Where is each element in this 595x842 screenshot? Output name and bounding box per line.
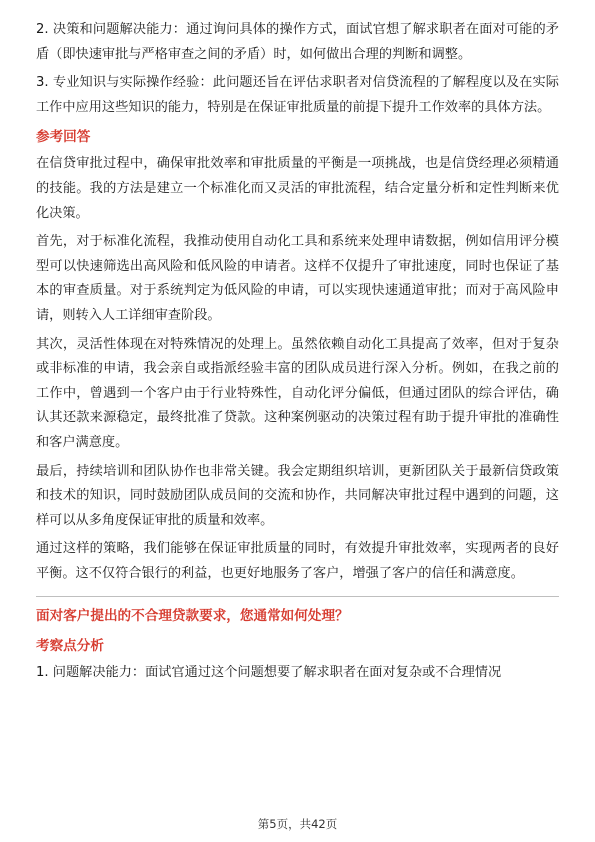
analysis-item-2: 2. 决策和问题解决能力：通过询问具体的操作方式，面试官想了解求职者在面对可能的矛盾（即快速审批与严格审查之间的矛盾）时，如何做出合理的判断和调整。 (36, 22, 559, 62)
answer-paragraph-intro: 在信贷审批过程中，确保审批效率和审批质量的平衡是一项挑战，也是信贷经理必须精通的技能。我的方法是建立一个标准化而又灵活的审批流程，结合定量分析和定性判断来优化决策。 (36, 156, 559, 221)
answer-paragraph-last: 最后，持续培训和团队协作也非常关键。我会定期组织培训，更新团队关于最新信贷政策和技术的知识，同时鼓励团队成员间的交流和协作，共同解决审批过程中遇到的问题，这样可以从多角度保证审批的质量和效率。 (36, 463, 559, 528)
next-analysis-item-1: 1. 问题解决能力：面试官通过这个问题想要了解求职者在面对复杂或不合理情况 (36, 665, 502, 681)
document-page (36, 18, 559, 690)
analysis-item-3: 3. 专业知识与实际操作经验：此问题还旨在评估求职者对信贷流程的了解程度以及在实际工作中应用这些知识的能力，特别是在保证审批质量的前提下提升工作效率的具体方法。 (36, 75, 559, 115)
reference-answer-title: 参考回答 (36, 129, 91, 146)
section-divider (36, 596, 559, 597)
next-question-title: 面对客户提出的不合理贷款要求，您通常如何处理？ (36, 608, 349, 625)
answer-paragraph-first: 首先，对于标准化流程，我推动使用自动化工具和系统来处理申请数据，例如信用评分模型可以快速筛选出高风险和低风险的申请者。这样不仅提升了审批速度，同时也保证了基本的审查质量。对于系统判定为低风险的申请，可以实现快速通道审批；而对于高风险申请，则转入人工详细审查阶段。 (36, 234, 559, 323)
answer-paragraph-summary: 通过这样的策略，我们能够在保证审批质量的同时，有效提升审批效率，实现两者的良好平衡。这不仅符合银行的利益，也更好地服务了客户，增强了客户的信任和满意度。 (36, 541, 559, 581)
page-number: 第5页，共42页 (257, 817, 338, 831)
answer-paragraph-second: 其次，灵活性体现在对特殊情况的处理上。虽然依赖自动化工具提高了效率，但对于复杂或非标准的申请，我会亲自或指派经验丰富的团队成员进行深入分析。例如，在我之前的工作中，曾遇到一个客户由于行业特殊性，自动化评分偏低，但通过团队的综合评估，确认其还款来源稳定，最终批准了贷款。这种案例驱动的决策过程有助于提升审批的准确性和客户满意度。 (36, 336, 559, 450)
analysis-title: 考察点分析 (36, 638, 104, 655)
